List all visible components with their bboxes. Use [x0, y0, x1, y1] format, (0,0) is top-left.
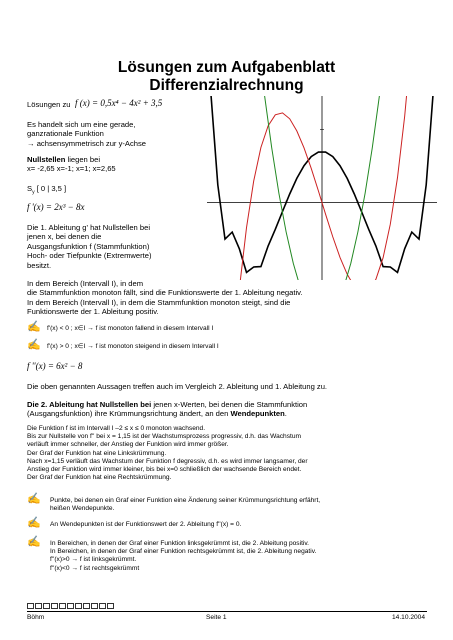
page-title: Lösungen zum Aufgabenblatt — [117, 59, 336, 76]
writing-hand-icon: ✍ — [27, 536, 41, 548]
page-subtitle: Differenzialrechnung — [149, 77, 304, 94]
second-derivative-text: Die 2. Ableitung hat Nullstellen bei jenen x-Werten, bei denen die Stammfunktion (Ausgangsfunktion) ihre Krümmungsrichtung ändert, an den Wendepunkten. — [27, 400, 308, 419]
footer-date: 14.10.2004 — [392, 614, 426, 621]
bullet-decreasing: f'(x) < 0 ; x∈I → f ist monoton fallend in diesem Intervall I — [47, 325, 214, 332]
curvature-paragraph: Die Funktion f ist im Intervall I –2 ≤ x ≤ 0 monoton wachsend. Bis zur Nullstelle von f'' bei x = 1,15 ist der Wachstumsprozess progressiv, d.h. das Wachstum verläuft immer schneller, der Anstieg der Funktion wird immer größer. Der Graf der Funktion hat eine Linkskrümmung. Nach x=1,15 verläuft das Wachstum der Funktion f degressiv, d.h. es wird immer langsamer, der Anstieg der Funktion wird immer kleiner, bis bei x=0 schließlich der wachsende Bereich endet. Der Graf der Funktion hat eine Rechtskrümmung. — [27, 425, 308, 482]
interval-text: In dem Bereich (Intervall I), in dem die Stammfunktion monoton fällt, sind die Funktionswerte der 1. Ableitung negativ. In dem Bereich (Intervall I), in dem die Stammfunktion monoton steigt, sind die Funktionswerte der 1. Ableitung positiv. — [27, 279, 303, 317]
writing-hand-icon: ✍ — [27, 339, 41, 351]
footer-pattern-icon — [27, 603, 115, 609]
axes — [207, 96, 437, 280]
footer-page: Seite 1 — [206, 614, 227, 621]
intro-label: Lösungen zu — [27, 100, 71, 109]
function-f1: f '(x) = 2x³ − 8x — [27, 202, 85, 212]
bullet-inflection-def: Punkte, bei denen ein Graf einer Funktion eine Änderung seiner Krümmungsrichtung erfährt, heißen Wendepunkte. — [50, 497, 321, 513]
writing-hand-icon: ✍ — [27, 493, 41, 505]
function-f2: f ''(x) = 6x² − 8 — [27, 361, 83, 371]
nullstellen-text: Nullstellen liegen bei x= -2,65 x=-1; x=1; x=2,65 — [27, 155, 116, 174]
function-graph — [207, 96, 437, 280]
symmetry-text: Es handelt sich um eine gerade, ganzrationale Funktion → achsensymmetrisch zur y-Achse — [27, 120, 147, 148]
footer-rule — [27, 611, 427, 612]
bullet-increasing: f'(x) > 0 ; x∈I → f ist monoton steigend in diesem Intervall I — [47, 343, 219, 350]
compare-text: Die oben genannten Aussagen treffen auch im Vergleich 2. Ableitung und 1. Ableitung zu. — [27, 382, 328, 391]
bullet-curvature-sign: In Bereichen, in denen der Graf einer Funktion linksgekrümmt ist, die 2. Ableitung positiv. In Bereichen, in denen der Graf einer Funktion rechtsgekrümmt ist, die 2. Ableitung negativ. f''(x)>0 → f ist linksgekrümmt. f''(x)<0 → f ist rechtsgekrümmt — [50, 540, 317, 572]
bullet-inflection-value: An Wendepunkten ist der Funktionswert der 2. Ableitung f''(x) = 0. — [50, 521, 242, 528]
footer-author: Böhm — [27, 614, 45, 621]
y-intercept: $S_y$ [ 0 | 3,5 ] — [27, 184, 67, 196]
function-f: f (x) = 0,5x⁴ − 4x² + 3,5 — [75, 98, 163, 108]
writing-hand-icon: ✍ — [27, 517, 41, 529]
writing-hand-icon: ✍ — [27, 321, 41, 333]
first-derivative-text: Die 1. Ableitung g' hat Nullstellen bei jenen x, bei denen die Ausgangsfunktion f (Stammfunktion) Hoch- oder Tiefpunkte (Extremwerte) besitzt. — [27, 223, 152, 270]
